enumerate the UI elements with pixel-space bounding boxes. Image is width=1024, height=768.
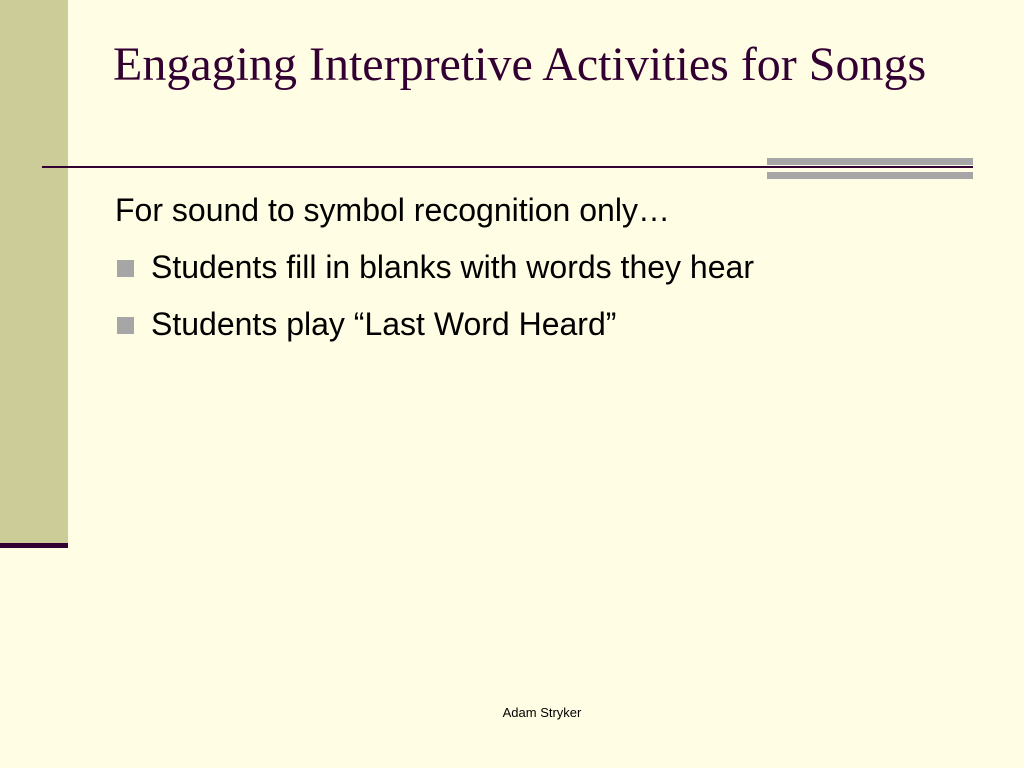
- accent-stripe-top: [767, 158, 973, 165]
- square-bullet-icon: [117, 317, 134, 334]
- left-sidebar-bar: [0, 0, 68, 543]
- bullet-list: [113, 247, 993, 344]
- title-divider-accent: [767, 158, 973, 179]
- bullet-item: [113, 304, 993, 344]
- slide-title: Engaging Interpretive Activities for Songs: [113, 38, 927, 91]
- bullet-text: Students play “Last Word Heard”: [151, 306, 617, 342]
- bullet-item: [113, 247, 993, 287]
- left-sidebar-accent-line: [0, 543, 68, 548]
- slide-body: [113, 190, 993, 361]
- intro-text: For sound to symbol recognition only…: [115, 192, 670, 228]
- bullet-text: Students fill in blanks with words they hear: [151, 249, 754, 285]
- square-bullet-icon: [117, 260, 134, 277]
- footer-author: Adam Stryker: [502, 705, 582, 720]
- accent-stripe-bottom: [767, 172, 973, 179]
